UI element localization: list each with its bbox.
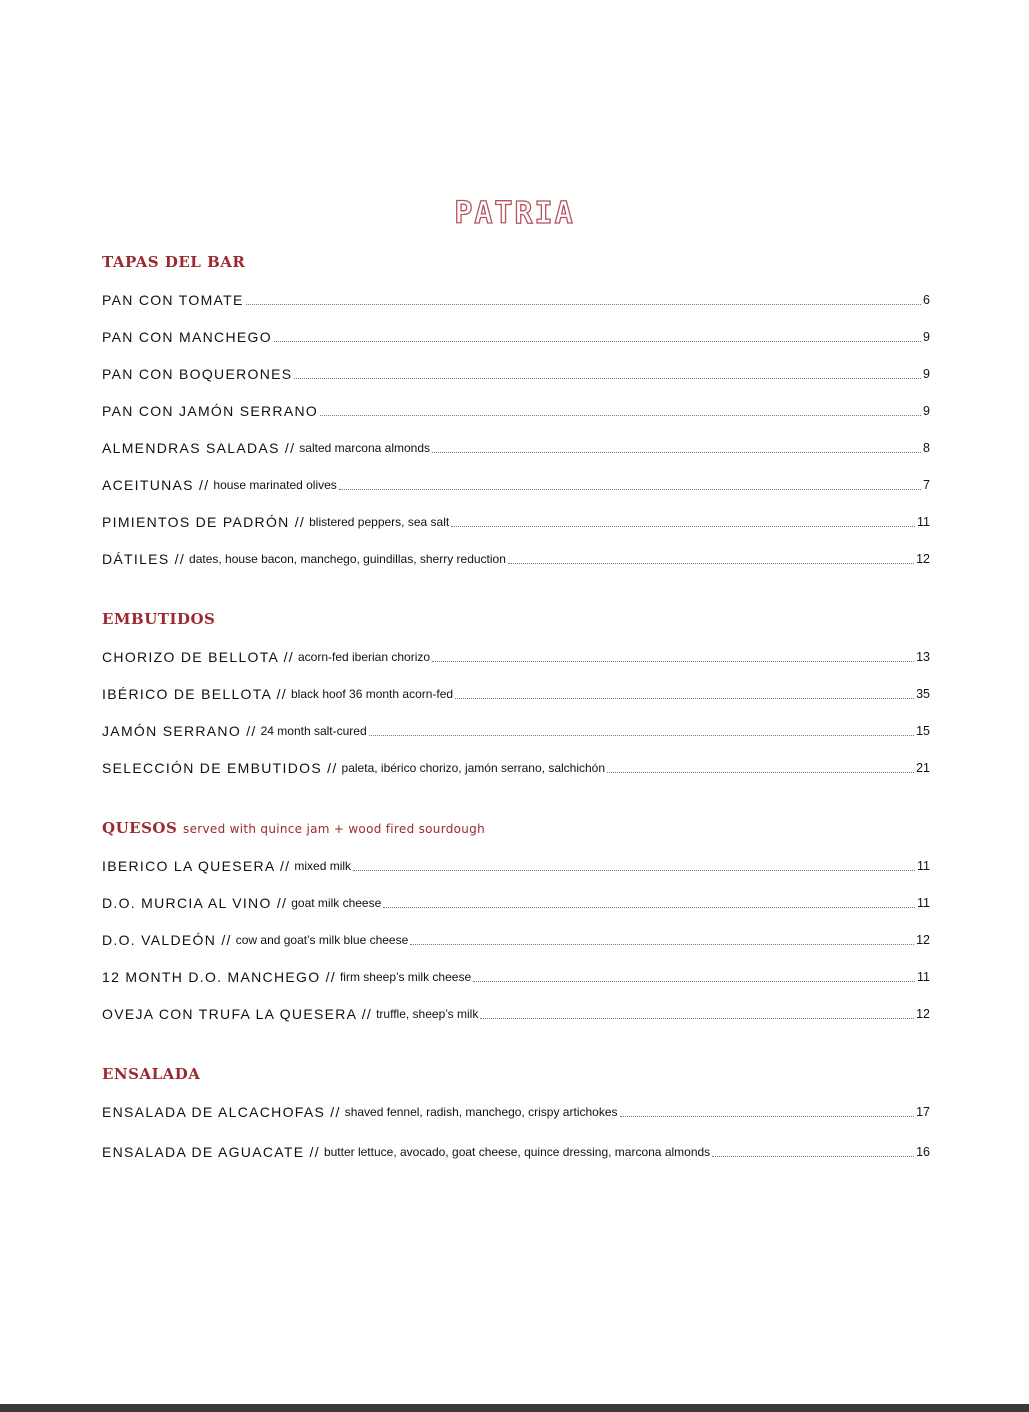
menu-item bbox=[102, 400, 930, 437]
menu-item bbox=[102, 966, 930, 1003]
section-title-text: TAPAS DEL BAR bbox=[102, 253, 246, 271]
item-name: ACEITUNAS // bbox=[102, 477, 210, 493]
item-price: 12 bbox=[916, 1007, 930, 1021]
item-name: ENSALADA DE AGUACATE // bbox=[102, 1144, 320, 1160]
item-price: 12 bbox=[916, 933, 930, 947]
item-name: PAN CON MANCHEGO bbox=[102, 329, 272, 345]
item-name: SELECCIÓN DE EMBUTIDOS // bbox=[102, 760, 338, 776]
menu-section-quesos bbox=[102, 817, 930, 1040]
patria-logo: PATRIA bbox=[454, 196, 575, 231]
item-description: goat milk cheese bbox=[291, 896, 382, 910]
item-name: ALMENDRAS SALADAS // bbox=[102, 440, 296, 456]
item-name: PIMIENTOS DE PADRÓN // bbox=[102, 514, 306, 530]
dot-leader bbox=[353, 855, 915, 871]
menu-item bbox=[102, 1141, 930, 1181]
bottom-bar bbox=[0, 1404, 1029, 1412]
menu-item bbox=[102, 289, 930, 326]
section-title bbox=[102, 1063, 930, 1101]
dot-leader bbox=[274, 326, 921, 342]
menu-item bbox=[102, 548, 930, 585]
dot-leader bbox=[432, 437, 921, 453]
menu-item bbox=[102, 683, 930, 720]
item-name: PAN CON BOQUERONES bbox=[102, 366, 293, 382]
dot-leader bbox=[339, 474, 921, 490]
item-price: 11 bbox=[917, 859, 930, 873]
dot-leader bbox=[410, 929, 914, 945]
item-name: IBÉRICO DE BELLOTA // bbox=[102, 686, 287, 702]
item-name: ENSALADA DE ALCACHOFAS // bbox=[102, 1104, 341, 1120]
dot-leader bbox=[455, 683, 914, 699]
menu-item bbox=[102, 474, 930, 511]
menu-item bbox=[102, 437, 930, 474]
section-title-text: QUESOS bbox=[102, 819, 178, 837]
item-description: firm sheep’s milk cheese bbox=[339, 970, 472, 984]
item-description: mixed milk bbox=[294, 859, 352, 873]
item-price: 15 bbox=[916, 724, 930, 738]
item-price: 12 bbox=[916, 552, 930, 566]
dot-leader bbox=[620, 1101, 915, 1117]
item-description: salted marcona almonds bbox=[299, 441, 431, 455]
menu-item bbox=[102, 1003, 930, 1040]
item-description: butter lettuce, avocado, goat cheese, quince dressing, marcona almonds bbox=[323, 1145, 711, 1159]
menu-section-tapas-del-bar bbox=[102, 251, 930, 585]
menu-item bbox=[102, 855, 930, 892]
item-name: JAMÓN SERRANO // bbox=[102, 723, 257, 739]
dot-leader bbox=[320, 400, 921, 416]
item-description: truffle, sheep’s milk bbox=[376, 1007, 479, 1021]
menu-item bbox=[102, 720, 930, 757]
dot-leader bbox=[508, 548, 914, 564]
menu-item bbox=[102, 892, 930, 929]
item-description: 24 month salt-cured bbox=[260, 724, 367, 738]
menu-section-ensalada bbox=[102, 1063, 930, 1181]
item-price: 35 bbox=[916, 687, 930, 701]
item-name: 12 MONTH D.O. MANCHEGO // bbox=[102, 969, 336, 985]
dot-leader bbox=[451, 511, 915, 527]
menu-item bbox=[102, 929, 930, 966]
section-title-text: EMBUTIDOS bbox=[102, 610, 216, 628]
item-price: 9 bbox=[923, 330, 930, 344]
item-name: DÁTILES // bbox=[102, 551, 186, 567]
item-price: 17 bbox=[916, 1105, 930, 1119]
item-description: blistered peppers, sea salt bbox=[309, 515, 450, 529]
item-price: 9 bbox=[923, 404, 930, 418]
section-title-text: ENSALADA bbox=[102, 1065, 201, 1083]
item-price: 9 bbox=[923, 367, 930, 381]
item-price: 8 bbox=[923, 441, 930, 455]
item-price: 16 bbox=[916, 1145, 930, 1159]
item-description: shaved fennel, radish, manchego, crispy artichokes bbox=[344, 1105, 618, 1119]
item-description: house marinated olives bbox=[213, 478, 337, 492]
section-title bbox=[102, 608, 930, 646]
section-note: served with quince jam + wood fired sourdough bbox=[183, 822, 486, 836]
item-name: CHORIZO DE BELLOTA // bbox=[102, 649, 294, 665]
item-name: PAN CON TOMATE bbox=[102, 292, 244, 308]
item-price: 11 bbox=[917, 515, 930, 529]
menu-item bbox=[102, 757, 930, 794]
item-description: acorn-fed iberian chorizo bbox=[297, 650, 431, 664]
dot-leader bbox=[607, 757, 914, 773]
menu-item bbox=[102, 511, 930, 548]
dot-leader bbox=[246, 289, 921, 305]
dot-leader bbox=[369, 720, 914, 736]
dot-leader bbox=[294, 363, 921, 379]
item-price: 21 bbox=[916, 761, 930, 775]
dot-leader bbox=[383, 892, 915, 908]
item-name: PAN CON JAMÓN SERRANO bbox=[102, 403, 319, 419]
item-name: OVEJA CON TRUFA LA QUESERA // bbox=[102, 1006, 373, 1022]
menu-item bbox=[102, 363, 930, 400]
dot-leader bbox=[712, 1141, 914, 1157]
menu-item bbox=[102, 1101, 930, 1141]
dot-leader bbox=[480, 1003, 914, 1019]
item-description: paleta, ibérico chorizo, jamón serrano, salchichón bbox=[341, 761, 606, 775]
item-price: 6 bbox=[923, 293, 930, 307]
item-name: IBERICO LA QUESERA // bbox=[102, 858, 291, 874]
dot-leader bbox=[432, 646, 914, 662]
item-price: 11 bbox=[917, 970, 930, 984]
section-title bbox=[102, 817, 930, 855]
item-description: cow and goat’s milk blue cheese bbox=[235, 933, 409, 947]
menu-item bbox=[102, 326, 930, 363]
item-price: 7 bbox=[923, 478, 930, 492]
section-title bbox=[102, 251, 930, 289]
item-name: D.O. MURCIA AL VINO // bbox=[102, 895, 288, 911]
menu bbox=[102, 251, 930, 1204]
item-price: 11 bbox=[917, 896, 930, 910]
dot-leader bbox=[473, 966, 915, 982]
item-name: D.O. VALDEÓN // bbox=[102, 932, 232, 948]
item-description: dates, house bacon, manchego, guindillas, sherry reduction bbox=[189, 552, 506, 566]
item-price: 13 bbox=[916, 650, 930, 664]
menu-item bbox=[102, 646, 930, 683]
menu-section-embutidos bbox=[102, 608, 930, 794]
item-description: black hoof 36 month acorn-fed bbox=[290, 687, 454, 701]
